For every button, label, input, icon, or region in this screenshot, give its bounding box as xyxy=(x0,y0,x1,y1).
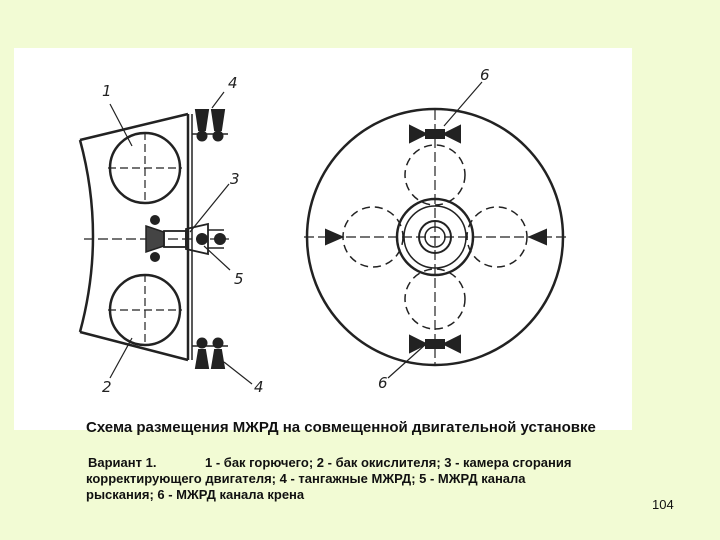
caption-legend-line-2: корректирующего двигателя; 4 - тангажные МЖРД; 5 - МЖРД канала xyxy=(86,471,526,486)
callout-4-bottom: 4 xyxy=(254,378,264,396)
side-view xyxy=(80,74,264,396)
callout-1: 1 xyxy=(102,82,112,100)
callout-2: 2 xyxy=(102,378,112,396)
oxidizer-tank-2 xyxy=(108,274,182,346)
callout-5: 5 xyxy=(234,270,244,288)
caption-legend-line-3: рыскания; 6 - МЖРД канала крена xyxy=(86,487,305,502)
callout-6-top: 6 xyxy=(480,66,490,84)
callout-3: 3 xyxy=(230,170,240,188)
pitch-engines-bottom-4 xyxy=(192,339,228,369)
caption-legend-line-1: 1 - бак горючего; 2 - бак окислителя; 3 - камера сгорания xyxy=(205,455,572,470)
callout-4-top: 4 xyxy=(228,74,238,92)
caption-variant: Вариант 1. xyxy=(88,455,157,470)
diagram-figure xyxy=(14,48,632,430)
fuel-tank-1 xyxy=(108,132,182,204)
pitch-engines-top-4 xyxy=(192,110,228,141)
rear-view xyxy=(304,66,566,392)
callout-6-bottom: 6 xyxy=(378,374,388,392)
caption-title: Схема размещения МЖРД на совмещенной двигательной установке xyxy=(86,419,596,436)
page-number: 104 xyxy=(652,497,674,512)
